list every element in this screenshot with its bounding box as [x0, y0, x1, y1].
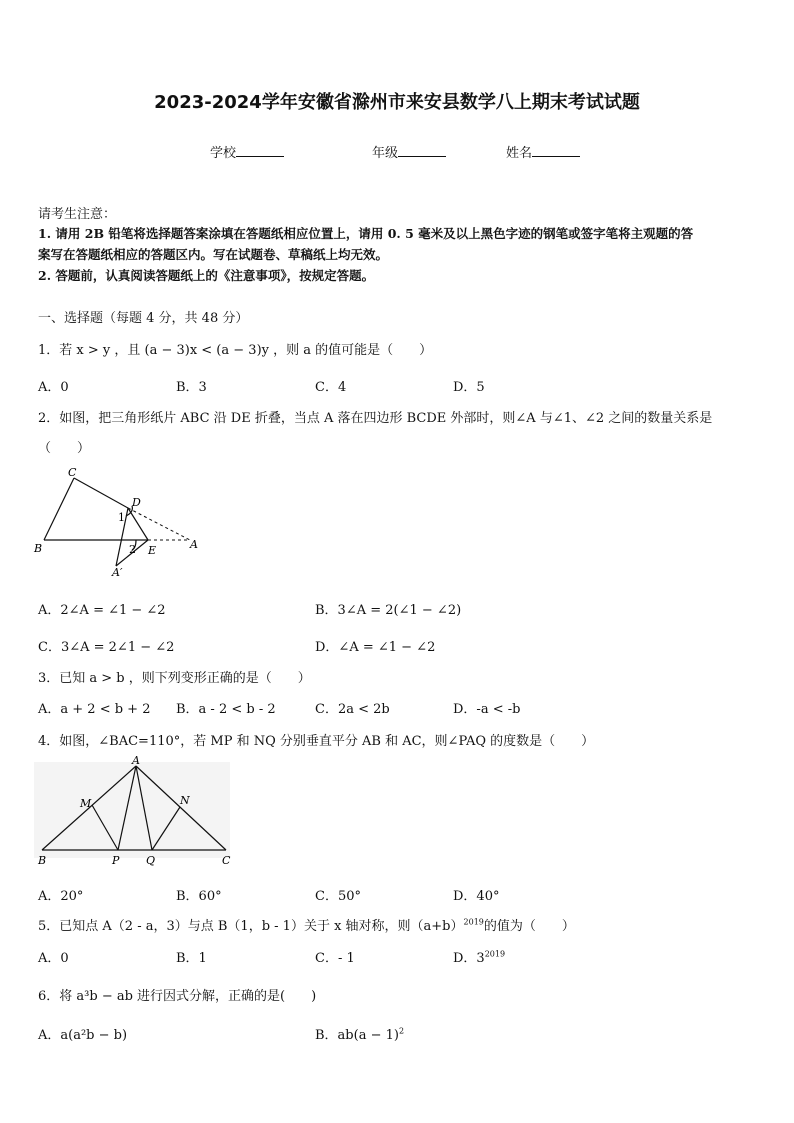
question-3-stem: 3．已知 a > b ，则下列变形正确的是（ ） — [38, 671, 311, 686]
q6-option-b[interactable]: B．$ab(a - 1)^2$ — [315, 1026, 405, 1043]
q2-option-c[interactable]: C．3∠A = 2∠1 − ∠2 — [38, 640, 175, 655]
q1-option-c[interactable]: C．4 — [315, 380, 347, 395]
label-c: C — [222, 854, 231, 867]
school-field[interactable]: 学校 — [210, 142, 284, 161]
q3-option-d[interactable]: D．-a < -b — [453, 702, 521, 717]
q4-option-c[interactable]: C．50° — [315, 889, 361, 904]
q6-option-a[interactable]: A．a(a²b − b) — [38, 1028, 128, 1043]
section-heading: 一、选择题（每题 4 分，共 48 分） — [38, 311, 249, 326]
notice-line-2: 2. 答题前，认真阅读答题纸上的《注意事项》，按规定答题。 — [38, 268, 375, 283]
label-q: Q — [146, 854, 156, 867]
q4-option-d[interactable]: D．40° — [453, 889, 500, 904]
question-5-stem: 5．已知点 A（2 - a，3）与点 B（1，b - 1）关于 x 轴对称，则$(a+b)^{2019}$的值为（ ） — [38, 917, 575, 934]
grade-field[interactable]: 年级 — [372, 142, 446, 161]
edge-cb — [44, 478, 74, 540]
page-title: 2023-2024学年安徽省滁州市来安县数学八上期末考试试题 — [154, 92, 640, 113]
label-b: B — [34, 542, 43, 555]
label-e: E — [148, 544, 157, 557]
q1-option-a[interactable]: A．0 — [38, 380, 69, 395]
q2-option-d[interactable]: D．∠A = ∠1 − ∠2 — [315, 640, 436, 655]
q5-option-c[interactable]: C．- 1 — [315, 951, 355, 966]
q5-option-d[interactable]: D．$3^{2019}$ — [453, 949, 506, 966]
label-p: P — [112, 854, 120, 867]
label-a-prime: A′ — [112, 566, 123, 579]
q5-option-a[interactable]: A．0 — [38, 951, 69, 966]
q3-option-a[interactable]: A．a + 2 < b + 2 — [38, 702, 151, 717]
label-angle-1: 1 — [118, 511, 125, 524]
label-a: A — [132, 754, 140, 767]
q3-option-b[interactable]: B．a - 2 < b - 2 — [176, 702, 276, 717]
label-angle-2: 2 — [129, 543, 136, 556]
question-4-stem: 4．如图，∠BAC=110°，若 MP 和 NQ 分别垂直平分 AB 和 AC，则∠PAQ 的度数是（ ） — [38, 734, 595, 749]
question-1-stem: 1．若 x > y ，且 (a − 3)x < (a − 3)y ，则 a 的值可能是（ ） — [38, 343, 433, 358]
label-c: C — [68, 466, 77, 479]
notice-line-1a: 1. 请用 2B 铅笔将选择题答案涂填在答题纸相应位置上，请用 0. 5 毫米及以上黑色字迹的钢笔或签字笔将主观题的答 — [38, 226, 694, 241]
label-n: N — [180, 794, 190, 807]
label-b: B — [38, 854, 47, 867]
q5-option-b[interactable]: B．1 — [176, 951, 207, 966]
question-2-figure — [30, 462, 210, 582]
question-4-figure — [32, 754, 242, 872]
q4-option-b[interactable]: B．60° — [176, 889, 222, 904]
notice-line-1b: 案写在答题纸相应的答题区内。写在试题卷、草稿纸上均无效。 — [38, 247, 389, 262]
q2-option-b[interactable]: B．3∠A = 2(∠1 − ∠2) — [315, 603, 462, 618]
name-field[interactable]: 姓名 — [506, 142, 580, 161]
question-2-stem: 2．如图，把三角形纸片 ABC 沿 DE 折叠，当点 A 落在四边形 BCDE 外部时，则∠A 与∠1、∠2 之间的数量关系是 — [38, 411, 713, 426]
question-2-stem-paren: （ ） — [38, 441, 91, 456]
label-d: D — [132, 496, 141, 509]
label-m: M — [80, 797, 92, 810]
q1-option-b[interactable]: B．3 — [176, 380, 207, 395]
label-a: A — [190, 538, 198, 551]
question-6-stem: 6．将 a³b − ab 进行因式分解，正确的是( ) — [38, 989, 317, 1004]
notice-heading: 请考生注意： — [38, 207, 117, 222]
edge-cd — [74, 478, 128, 508]
q1-option-d[interactable]: D．5 — [453, 380, 485, 395]
q3-option-c[interactable]: C．2a < 2b — [315, 702, 390, 717]
q4-option-a[interactable]: A．20° — [38, 889, 84, 904]
q2-option-a[interactable]: A．2∠A = ∠1 − ∠2 — [38, 603, 166, 618]
